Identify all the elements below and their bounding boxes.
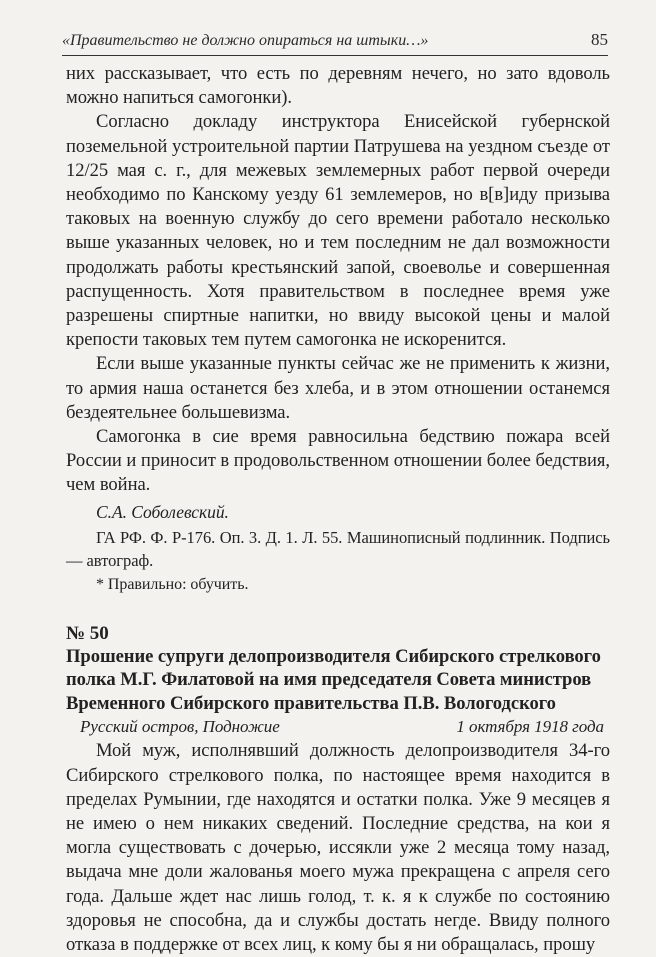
signature: С.А. Соболевский. [96, 501, 229, 522]
paragraph-report: Согласно докладу инструктора Енисейской губернской поземельной устроительной партии Патрушева на уездном съезде от 12/25 мая с. г., для межевых землемерных работ первой очереди необходимо по Канскому уезду 61 землемеров, но в[в]иду призыва таковых на военную службу до сего времени работало несколько выше указанных человек, но и тем последним не дал возможности продолжать работы крестьянский запой, своеволье и совершенная распущенность. Хотя правительством в последнее время уже разрешены спиртные напитки, но ввиду высокой цены и малой крепости таковых тем путем самогонка не искоренится. [66, 111, 610, 351]
page-text [66, 62, 610, 957]
paragraph-samogonka: Самогонка в сие время равносильна бедствию пожара всей России и приносит в продовольственном отношении более бедствия, чем война. [66, 426, 610, 496]
document-date: 1 октября 1918 года [456, 717, 604, 737]
place-date-row [66, 715, 610, 739]
running-header [62, 30, 608, 52]
document-text: Мой муж, исполнявший должность делопроизводителя 34-го Сибирского стрелкового полка, по настоящее время находится в пределах Румынии, где находятся и остатки полка. Уже 9 месяцев я не имею о нем никаких сведений. Последние средства, на кои я могла существовать с дочерью, иссякли уже 2 месяца тому назад, выдача мне доли жалованья моего мужа прекращена с апреля сего года. Дальше ждет нас лишь голод, т. к. я к службе по состоянию здоровья не способна, да и службы достать негде. Ввиду полного отказа в поддержке от всех лиц, к кому бы я ни обращалась, прошу [66, 740, 610, 955]
archive-reference: ГА РФ. Ф. Р-176. Оп. 3. Д. 1. Л. 55. Машинописный подлинник. Подпись — автограф. [66, 527, 610, 570]
page-number: 85 [591, 30, 608, 49]
header-rule [62, 55, 608, 56]
paragraph-continued: них рассказывает, что есть по деревням нечего, но зато вдоволь можно напиться самогонки). [66, 63, 610, 109]
paragraph-warning: Если выше указанные пункты сейчас же не применить к жизни, то армия наша останется без хлеба, и в этом отношении останемся бездеятельнее большевизма. [66, 353, 610, 423]
footnote: * Правильно: обучить. [96, 575, 249, 593]
document-title: Прошение супруги делопроизводителя Сибирского стрелкового полка М.Г. Филатовой на имя председателя Совета министров Временного Сибирского правительства П.В. Вологодского [66, 645, 601, 714]
document-place: Русский остров, Подножие [80, 717, 280, 737]
running-title: «Правительство не должно опираться на штыки…» [62, 32, 429, 49]
document-number: № 50 [66, 622, 109, 644]
